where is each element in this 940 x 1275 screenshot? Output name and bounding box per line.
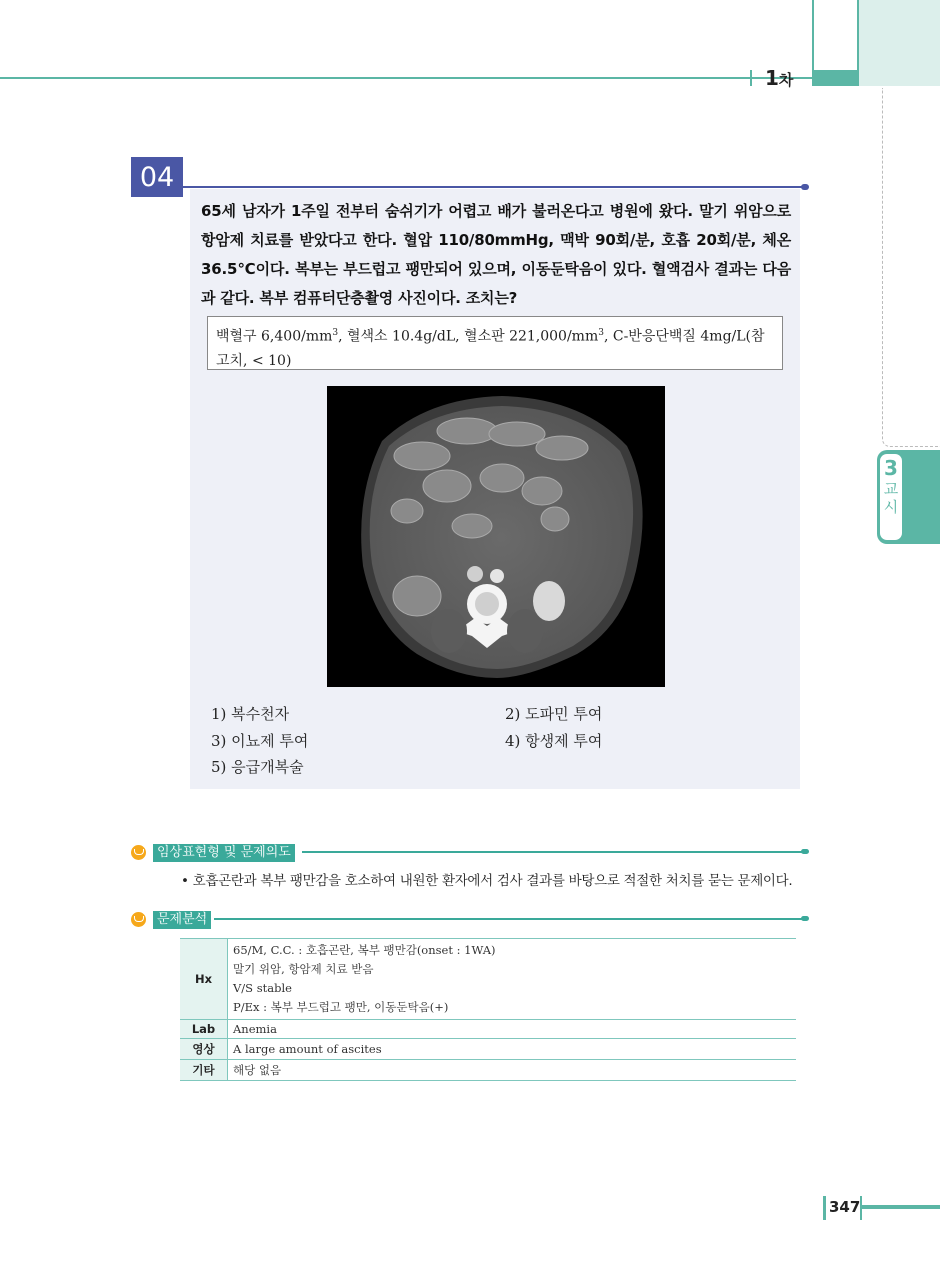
option-3[interactable]: 3) 이뇨제 투여 xyxy=(211,732,309,750)
session-number: 3 xyxy=(884,456,898,480)
header-accent-block xyxy=(814,70,857,86)
book-icon xyxy=(131,912,146,927)
row-value: 해당 없음 xyxy=(228,1060,797,1081)
session-char-2: 시 xyxy=(883,498,899,516)
book-icon xyxy=(131,845,146,860)
question-rule-end xyxy=(801,184,809,190)
hx-line: 말기 위암, 항암제 치료 받음 xyxy=(233,962,374,976)
section-analysis-rule-end xyxy=(801,916,809,921)
option-2[interactable]: 2) 도파민 투여 xyxy=(505,705,603,723)
header-round-label: 1차 xyxy=(765,66,794,90)
section-intent-rule xyxy=(302,851,805,853)
option-4[interactable]: 4) 항생제 투여 xyxy=(505,732,603,750)
hx-line: 65/M, C.C. : 호흡곤란, 복부 팽만감(onset : 1WA) xyxy=(233,943,496,957)
question-rule xyxy=(183,186,807,188)
row-value xyxy=(228,939,797,1020)
header-tick xyxy=(750,70,752,86)
header-rule xyxy=(0,77,812,79)
lab-results-box: 백혈구 $6,400/mm^3$, 혈색소 10.4g/dL, 혈소판 $221,000/mm^3$, C-반응단백질 4mg/L(참고치, < 10) xyxy=(207,316,783,370)
page-number: 347 xyxy=(829,1198,861,1216)
section-analysis-title: 문제분석 xyxy=(153,911,211,929)
section-intent-text: • 호흡곤란과 복부 팽만감을 호소하여 내원한 환자에서 검사 결과를 바탕으로 적절한 처치를 묻는 문제이다. xyxy=(181,873,793,889)
table-row xyxy=(180,939,796,1020)
header-corner-panel xyxy=(859,0,940,86)
row-value: Anemia xyxy=(228,1020,797,1039)
row-key: Hx xyxy=(180,939,228,1020)
session-tab xyxy=(877,450,940,544)
row-key: 기타 xyxy=(180,1060,228,1081)
question-stem: 65세 남자가 1주일 전부터 숨쉬기가 어렵고 배가 불러온다고 병원에 왔다. 말기 위암으로 항암제 치료를 받았다고 한다. 혈압 110/80mmHg, 맥박 90회/분, 호흡 20회/분, 체온 36.5℃이다. 복부는 부드럽고 팽만되어 있으며, 이동둔탁음이 있다. 혈액검사 결과는 다음과 같다. 복부 컴퓨터단층촬영 사진이다. 조치는? xyxy=(201,202,791,307)
page-number-bar xyxy=(823,1196,826,1220)
session-tab-label xyxy=(880,454,902,540)
hx-line: V/S stable xyxy=(233,981,292,995)
section-intent-title: 임상표현형 및 문제의도 xyxy=(153,844,295,862)
table-row xyxy=(180,1039,796,1060)
session-char-1: 교 xyxy=(883,480,899,498)
table-row xyxy=(180,1020,796,1039)
hx-line: P/Ex : 복부 부드럽고 팽만, 이동둔탁음(+) xyxy=(233,1000,449,1014)
section-analysis-rule xyxy=(214,918,805,920)
option-5[interactable]: 5) 응급개복술 xyxy=(211,758,304,776)
abdominal-ct-image xyxy=(327,386,665,687)
option-1[interactable]: 1) 복수천자 xyxy=(211,705,290,723)
row-key: 영상 xyxy=(180,1039,228,1060)
row-key: Lab xyxy=(180,1020,228,1039)
table-row xyxy=(180,1060,796,1081)
section-intent-rule-end xyxy=(801,849,809,854)
analysis-table xyxy=(180,938,796,1081)
side-dashed-frame xyxy=(882,88,940,447)
row-value: A large amount of ascites xyxy=(228,1039,797,1060)
page-number-rule xyxy=(862,1205,940,1209)
question-number: 04 xyxy=(131,157,183,197)
